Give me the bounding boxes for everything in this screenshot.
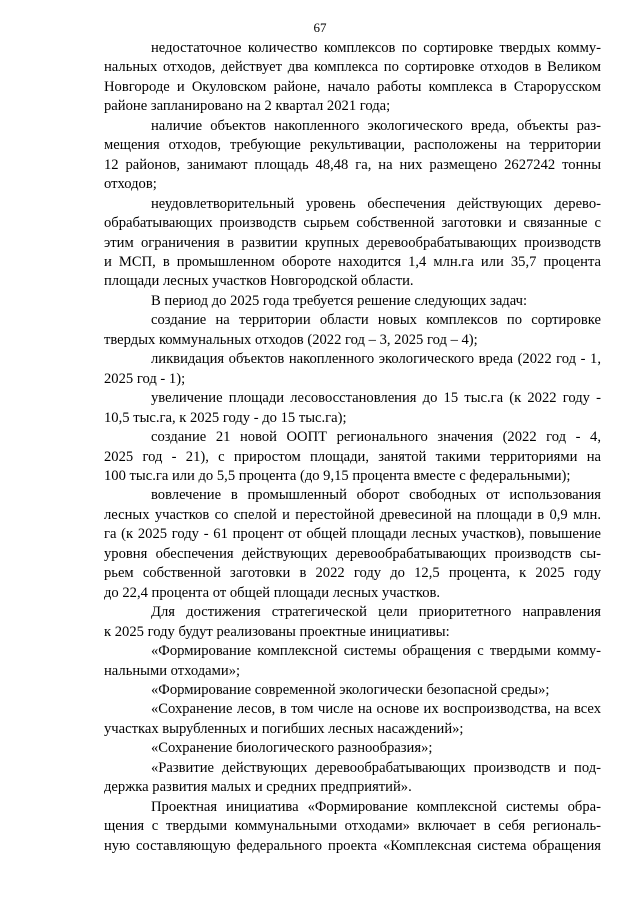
paragraph xyxy=(104,739,601,758)
text-line: «Сохранение биологического разнообразия»; xyxy=(151,740,433,757)
text-line: районе запланировано на 2 квартал 2021 года; xyxy=(104,98,391,115)
body-text xyxy=(104,39,601,856)
text-line: недостаточное количество комплексов по сортировке твердых комму- xyxy=(151,40,601,56)
text-line: В период до 2025 года требуется решение следующих задач: xyxy=(151,292,528,309)
text-line: Для достижения стратегической цели приоритетного направления xyxy=(151,604,601,621)
paragraph xyxy=(104,292,601,311)
text-line: создание 21 новой ООПТ регионального значения (2022 год - 4, xyxy=(151,429,601,446)
text-line: 10,5 тыс.га, к 2025 году - до 15 тыс.га); xyxy=(104,409,347,426)
text-line: наличие объектов накопленного экологического вреда, объекты раз- xyxy=(151,117,601,134)
paragraph xyxy=(104,311,601,350)
text-line: ную составляющую федерального проекта «Комплексная система обращения xyxy=(104,837,601,854)
text-line: площади лесных участков Новгородской области. xyxy=(104,273,414,290)
text-line: 12 районов, занимают площадь 48,48 га, на них размещено 2627242 тонны xyxy=(104,156,601,173)
paragraph xyxy=(104,486,601,603)
text-line: этим ограничения в развитии крупных деревообрабатывающих производств xyxy=(104,234,601,251)
text-line: 2025 год - 21), с приростом площади, занятой такими территориями на xyxy=(104,448,601,465)
text-line: «Формирование современной экологически безопасной среды»; xyxy=(151,681,550,698)
text-line: до 22,4 процента от общей площади лесных участков. xyxy=(104,584,441,601)
text-line: нальных отходов, действует два комплекса по сортировке отходов в Великом xyxy=(104,59,601,76)
paragraph xyxy=(104,117,601,195)
text-line: нальными отходами»; xyxy=(104,662,241,679)
text-line: уровня обеспечения действующих деревообрабатывающих производств сы- xyxy=(104,545,601,562)
paragraph xyxy=(104,798,601,856)
paragraph xyxy=(104,681,601,700)
text-line: участках вырубленных и погибших лесных насаждений»; xyxy=(104,720,464,737)
paragraph xyxy=(104,350,601,389)
paragraph xyxy=(104,759,601,798)
text-line: Новгороде и Окуловском районе, начало работы комплекса в Старорусском xyxy=(104,78,601,95)
text-line: 2025 год - 1); xyxy=(104,370,186,387)
paragraph xyxy=(104,642,601,681)
text-line: Проектная инициатива «Формирование комплексной системы обра- xyxy=(151,798,601,815)
text-line: увеличение площади лесовосстановления до 15 тыс.га (к 2022 году - xyxy=(151,390,601,407)
paragraph xyxy=(104,195,601,292)
page-number: 67 xyxy=(313,20,327,35)
paragraph xyxy=(104,700,601,739)
paragraph xyxy=(104,603,601,642)
text-line: 100 тыс.га или до 5,5 процента (до 9,15 процента вместе с федеральными); xyxy=(104,467,571,484)
text-line: неудовлетворительный уровень обеспечения действующих дерево- xyxy=(151,195,601,212)
text-line: вовлечение в промышленный оборот свободных от использования xyxy=(151,487,601,504)
text-line: и МСП, в промышленном обороте находится 1,4 млн.га или 35,7 процента xyxy=(104,253,601,270)
text-line: твердых коммунальных отходов (2022 год – 3, 2025 год – 4); xyxy=(104,331,478,348)
text-line: обрабатывающих производств сырьем собственной заготовки и связанные с xyxy=(104,215,601,232)
text-line: держка развития малых и средних предприятий». xyxy=(104,779,412,796)
text-line: отходов; xyxy=(104,176,157,193)
paragraph xyxy=(104,389,601,428)
text-line: ликвидация объектов накопленного экологического вреда (2022 год - 1, xyxy=(151,351,601,368)
text-line: лесных участков со спелой и перестойной древесиной на площади в 0,9 млн. xyxy=(104,506,601,523)
text-line: к 2025 году будут реализованы проектные инициативы: xyxy=(104,623,450,640)
text-line: создание на территории области новых комплексов по сортировке xyxy=(151,312,601,329)
text-line: «Формирование комплексной системы обращения с твердыми комму- xyxy=(151,643,601,660)
text-line: га (к 2025 году - 61 процент от общей площади лесных участков), повышение xyxy=(104,526,601,543)
text-line: щения с твердыми коммунальными отходами» включает в себя региональ- xyxy=(104,818,601,835)
paragraph xyxy=(104,428,601,486)
text-line: «Развитие действующих деревообрабатывающих производств и под- xyxy=(151,759,601,776)
paragraph xyxy=(104,39,601,117)
text-line: рьем собственной заготовки в 2022 году до 12,5 процента, к 2025 году xyxy=(104,565,601,582)
text-line: «Сохранение лесов, в том числе на основе их воспроизводства, на всех xyxy=(151,701,601,718)
text-line: мещения отходов, требующие рекультивации, расположены на территории xyxy=(104,137,601,154)
